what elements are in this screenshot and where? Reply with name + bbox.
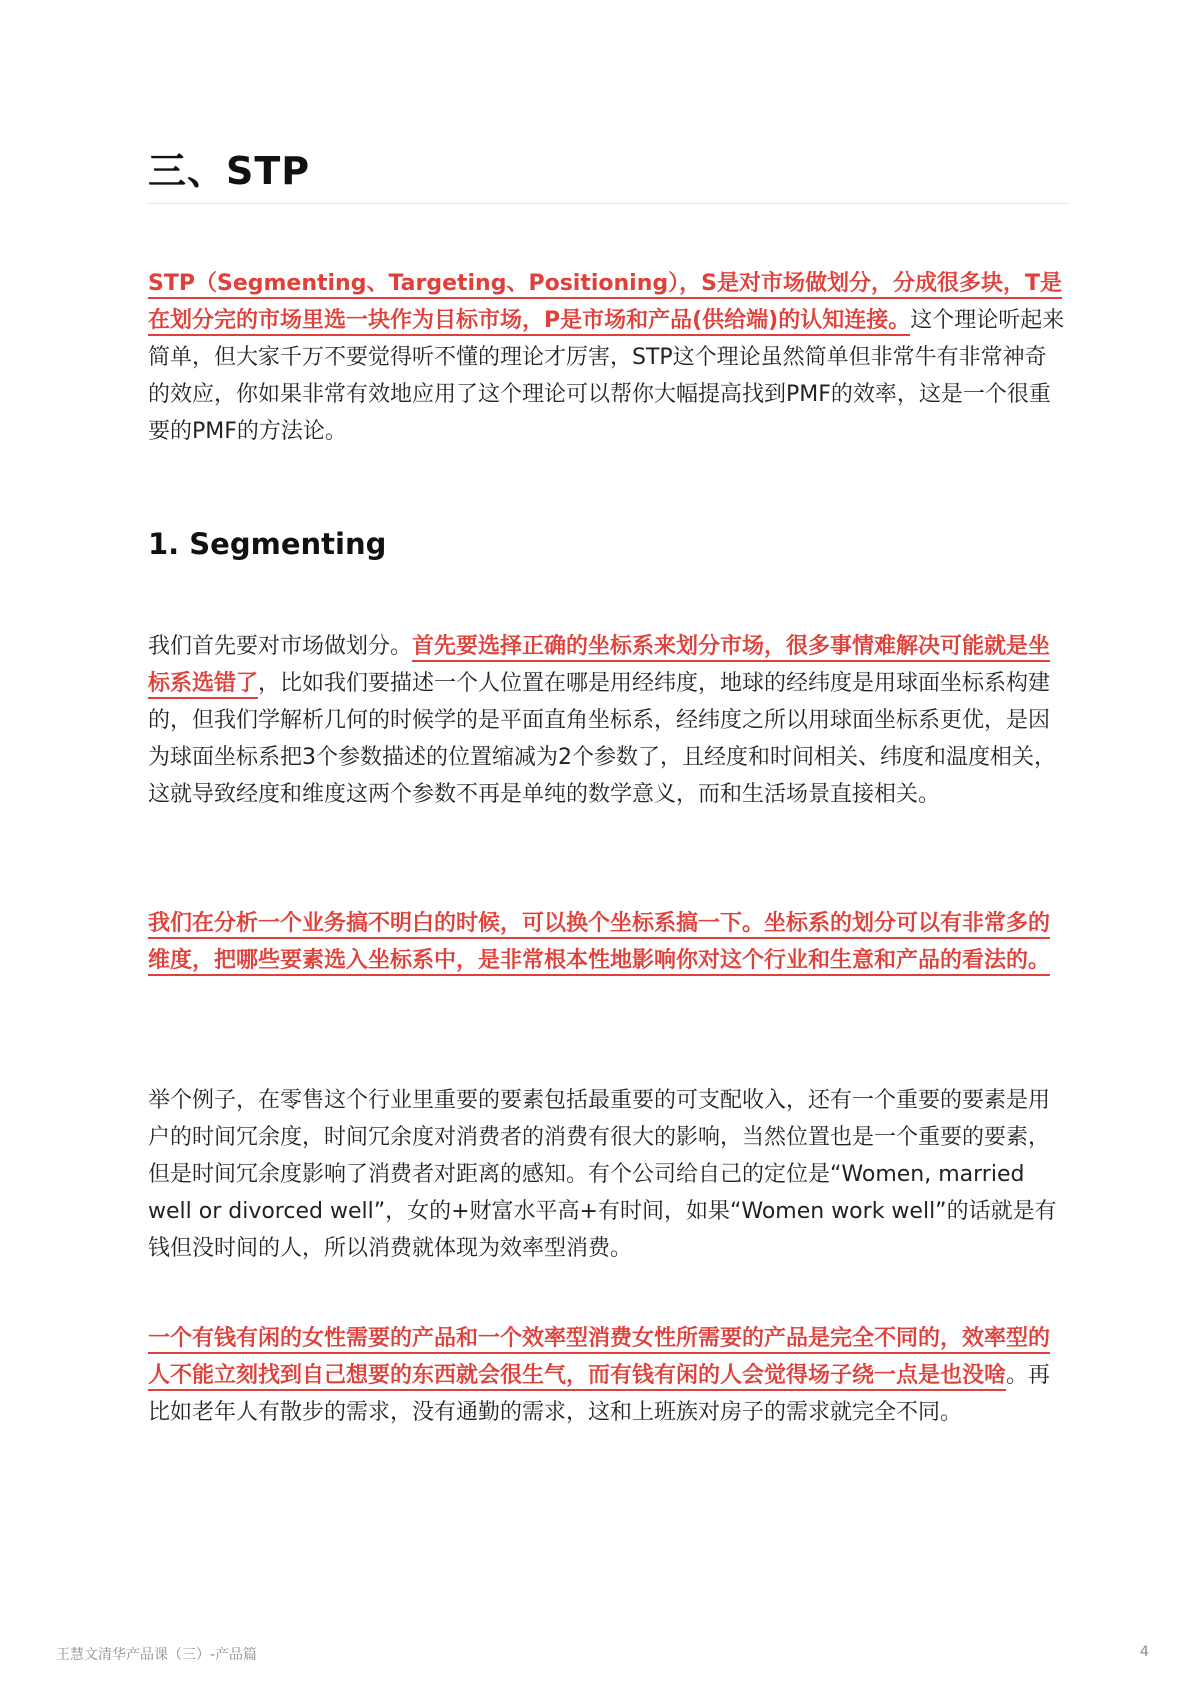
heading-divider <box>148 203 1068 204</box>
paragraph-text: 举个例子，在零售这个行业里重要的要素包括最重要的可支配收入，还有一个重要的要素是用户的时间冗余度，时间冗余度对消费者的消费有很大的影响，当然位置也是一个重要的要素，但是时间冗余度影响了消费者对距离的感知。有个公司给自己的定位是“Women, married well or divorced well”，女的+财富水平高+有时间，如果“Women work well”的话就是有钱但没时间的人，所以消费就体现为效率型消费。 <box>148 1088 1057 1261</box>
highlighted-text: 首先要选择正确的坐标系来划分市场，很多事情难解决可能就是坐标系选错了 <box>148 634 1050 699</box>
paragraph-text: 。再比如老年人有散步的需求，没有通勤的需求，这和上班族对房子的需求就完全不同。 <box>148 1363 1051 1425</box>
highlighted-text: 我们在分析一个业务搞不明白的时候，可以换个坐标系搞一下。坐标系的划分可以有非常多的维度，把哪些要素选入坐标系中，是非常根本性地影响你对这个行业和生意和产品的看法的。 <box>148 911 1050 976</box>
retail-example-paragraph <box>148 1082 1068 1267</box>
paragraph-text: 我们首先要对市场做划分。 <box>148 634 413 659</box>
footer-document-title: 王慧文清华产品课（三）-产品篇 <box>56 1647 258 1663</box>
highlighted-text: 一个有钱有闲的女性需要的产品和一个效率型消费女性所需要的产品是完全不同的，效率型的人不能立刻找到自己想要的东西就会很生气，而有钱有闲的人会觉得场子绕一点是也没啥 <box>148 1326 1050 1391</box>
consumer-types-paragraph <box>148 1320 1068 1431</box>
subsection-heading: 1. Segmenting <box>148 527 387 561</box>
footer-page-number: 4 <box>1140 1644 1149 1660</box>
paragraph-text: ，比如我们要描述一个人位置在哪是用经纬度，地球的经纬度是用球面坐标系构建的，但我们学解析几何的时候学的是平面直角坐标系，经纬度之所以用球面坐标系更优，是因为球面坐标系把3个参数描述的位置缩减为2个参数了，且经度和时间相关、纬度和温度相关，这就导致经度和维度这两个参数不再是单纯的数学意义，而和生活场景直接相关。 <box>148 671 1056 807</box>
coordinate-system-paragraph <box>148 905 1068 979</box>
segmenting-paragraph <box>148 628 1068 813</box>
highlighted-text: STP（Segmenting、Targeting、Positioning），S是对市场做划分，分成很多块，T是在划分完的市场里选一块作为目标市场，P是市场和产品(供给端)的认知连接。 <box>148 271 1062 336</box>
paragraph-text: 这个理论听起来简单，但大家千万不要觉得听不懂的理论才厉害，STP这个理论虽然简单但非常牛有非常神奇的效应，你如果非常有效地应用了这个理论可以帮你大幅提高找到PMF的效率，这是一个很重要的PMF的方法论。 <box>148 308 1065 444</box>
stp-intro-paragraph <box>148 265 1068 450</box>
section-heading: 三、STP <box>148 149 311 193</box>
